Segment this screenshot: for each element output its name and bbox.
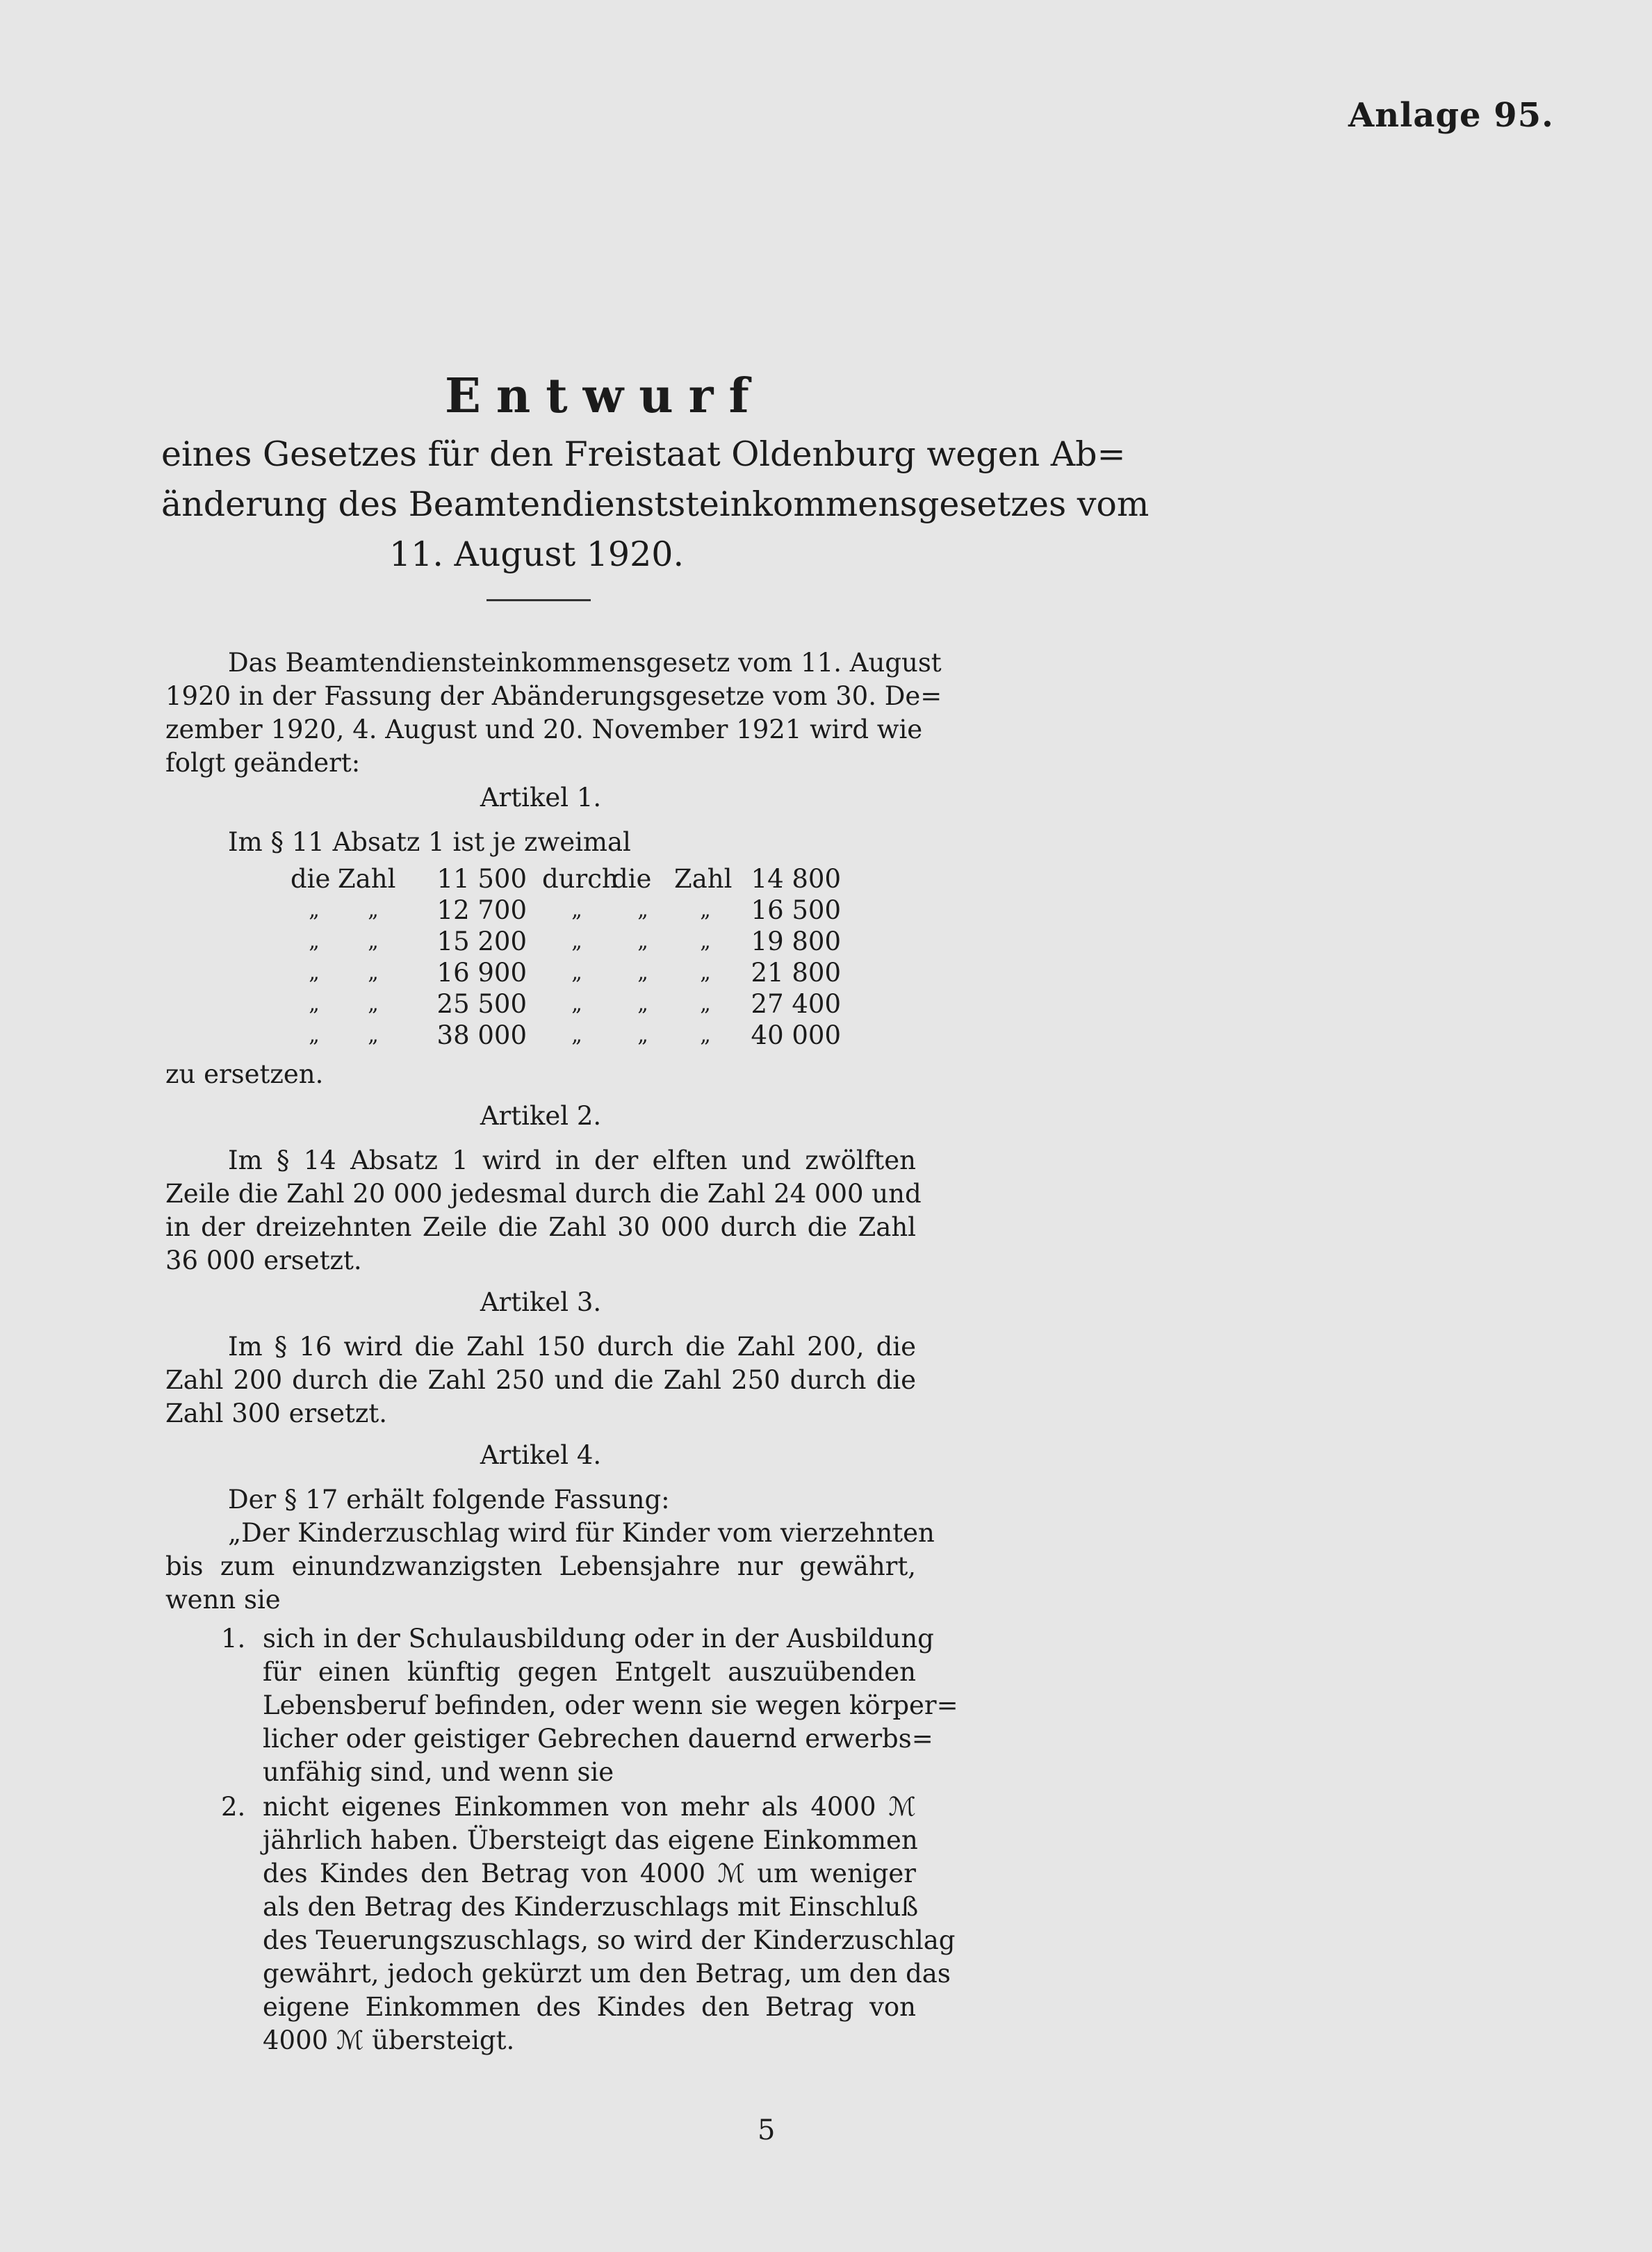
paragraph-line: „Der Kinderzuschlag wird für Kinder vom vierzehnten [228,1518,935,1548]
paragraph-line: Zahl 300 ersetzt. [165,1398,388,1428]
table-row [291,895,841,926]
table-row [291,926,841,957]
ditto-mark: „ [368,961,379,985]
ditto-mark: „ [571,992,582,1016]
ditto-mark: „ [309,961,320,985]
ditto-mark: „ [700,1023,711,1047]
paragraph-line: zu ersetzen. [165,1059,324,1089]
paragraph-line: gewährt, jedoch gekürzt um den Betrag, um den das [263,1959,951,1989]
paragraph-line: 1920 in der Fassung der Abänderungsgesetze vom 30. De= [165,681,942,711]
paragraph-line: zember 1920, 4. August und 20. November 1921 wird wie [165,715,923,744]
paragraph-line: Im § 14 Absatz 1 wird in der elften und zwölften [228,1145,916,1175]
table-cell: 38 000 [436,1020,527,1050]
ditto-mark: „ [700,992,711,1016]
table-row [291,863,841,895]
ditto-mark: „ [309,929,320,954]
table-row [291,988,841,1020]
list-item [221,1790,956,2057]
table-cell: 16 500 [751,895,841,925]
paragraph-line: des Kindes den Betrag von 4000 ℳ um weniger [263,1859,916,1888]
table-cell: 12 700 [436,895,527,925]
paragraph-line: als den Betrag des Kinderzuschlags mit Einschluß [263,1892,919,1922]
subtitle-line: 11. August 1920. [389,535,685,574]
ditto-mark: „ [637,929,648,954]
paragraph-line: unfähig sind, und wenn sie [263,1757,614,1787]
table-cell: Zahl [674,864,733,894]
table-cell: 25 500 [436,989,527,1019]
table-cell: 21 800 [751,958,841,988]
article-1-tail [165,1058,916,1091]
table-cell: 40 000 [751,1020,841,1050]
ditto-mark: „ [637,898,648,922]
ditto-mark: „ [637,992,648,1016]
paragraph-line: Zahl 200 durch die Zahl 250 und die Zahl 250 durch die [165,1365,916,1395]
table-cell: 15 200 [436,927,527,956]
ditto-mark: „ [637,1023,648,1047]
table-cell: 16 900 [436,958,527,988]
table-cell: 19 800 [751,927,841,956]
ditto-mark: „ [700,961,711,985]
paragraph-line: folgt geändert: [165,748,361,778]
table-cell: 14 800 [751,864,841,894]
table-cell: 11 500 [436,864,527,894]
article-3-paragraph [165,1330,916,1430]
paragraph-line: 36 000 ersetzt. [165,1246,362,1275]
paragraph-line: für einen künftig gegen Entgelt auszuübenden [263,1657,916,1687]
paragraph-line: Im § 11 Absatz 1 ist je zweimal [228,827,631,857]
paragraph-line: Lebensberuf befinden, oder wenn sie wegen körper= [263,1690,958,1720]
annex-label: Anlage 95. [1348,96,1554,135]
replacement-table [291,863,841,1051]
ditto-mark: „ [700,929,711,954]
paragraph-line: wenn sie [165,1585,281,1615]
ditto-mark: „ [309,1023,320,1047]
table-cell: die [612,864,652,894]
paragraph-line: Das Beamtendiensteinkommensgesetz vom 11. August [228,648,942,678]
ditto-mark: „ [571,929,582,954]
article-4-heading: Artikel 4. [480,1440,602,1470]
ditto-mark: „ [700,898,711,922]
ditto-mark: „ [571,1023,582,1047]
section-divider [486,599,591,601]
ditto-mark: „ [368,898,379,922]
document-subtitle [161,430,1150,580]
ditto-mark: „ [309,898,320,922]
subtitle-line: änderung des Beamtendienststeinkommensgesetzes vom [161,484,1150,524]
paragraph-line: Zeile die Zahl 20 000 jedesmal durch die Zahl 24 000 und [165,1179,922,1209]
table-cell: 27 400 [751,989,841,1019]
ditto-mark: „ [368,1023,379,1047]
paragraph-line: in der dreizehnten Zeile die Zahl 30 000 durch die Zahl [165,1212,916,1242]
ditto-mark: „ [368,929,379,954]
table-cell: durch [542,864,619,894]
paragraph-line: sich in der Schulausbildung oder in der Ausbildung [263,1624,934,1654]
article-4-paragraph [165,1483,935,1617]
list-item [221,1622,958,1789]
ditto-mark: „ [368,992,379,1016]
paragraph-line: eigene Einkommen des Kindes den Betrag von [263,1992,916,2022]
table-row [291,957,841,988]
article-2-heading: Artikel 2. [480,1101,602,1131]
paragraph-line: Im § 16 wird die Zahl 150 durch die Zahl 200, die [228,1332,916,1362]
ditto-mark: „ [571,961,582,985]
table-row [291,1020,841,1051]
paragraph-line: jährlich haben. Übersteigt das eigene Einkommen [263,1825,918,1855]
intro-paragraph [165,646,942,780]
paragraph-line: Der § 17 erhält folgende Fassung: [228,1485,670,1515]
article-1-heading: Artikel 1. [480,783,602,813]
ditto-mark: „ [637,961,648,985]
ditto-mark: „ [309,992,320,1016]
subtitle-line: eines Gesetzes für den Freistaat Oldenburg wegen Ab= [161,434,1126,474]
page-number: 5 [758,2114,776,2146]
document-title: Entwurf [445,368,764,424]
article-2-paragraph [165,1144,922,1278]
table-cell: Zahl [338,864,396,894]
ditto-mark: „ [571,898,582,922]
paragraph-line: des Teuerungszuschlags, so wird der Kinderzuschlag [263,1925,956,1955]
article-3-heading: Artikel 3. [480,1287,602,1317]
paragraph-line: bis zum einundzwanzigsten Lebensjahre nur gewährt, [165,1551,916,1581]
article-1-lead [165,826,916,859]
paragraph-line: licher oder geistiger Gebrechen dauernd erwerbs= [263,1724,933,1754]
list-number: 1. [221,1624,246,1654]
table-cell: die [291,864,331,894]
paragraph-line: nicht eigenes Einkommen von mehr als 4000 ℳ [263,1792,916,1822]
list-number: 2. [221,1792,246,1822]
paragraph-line: 4000 ℳ übersteigt. [263,2025,515,2055]
